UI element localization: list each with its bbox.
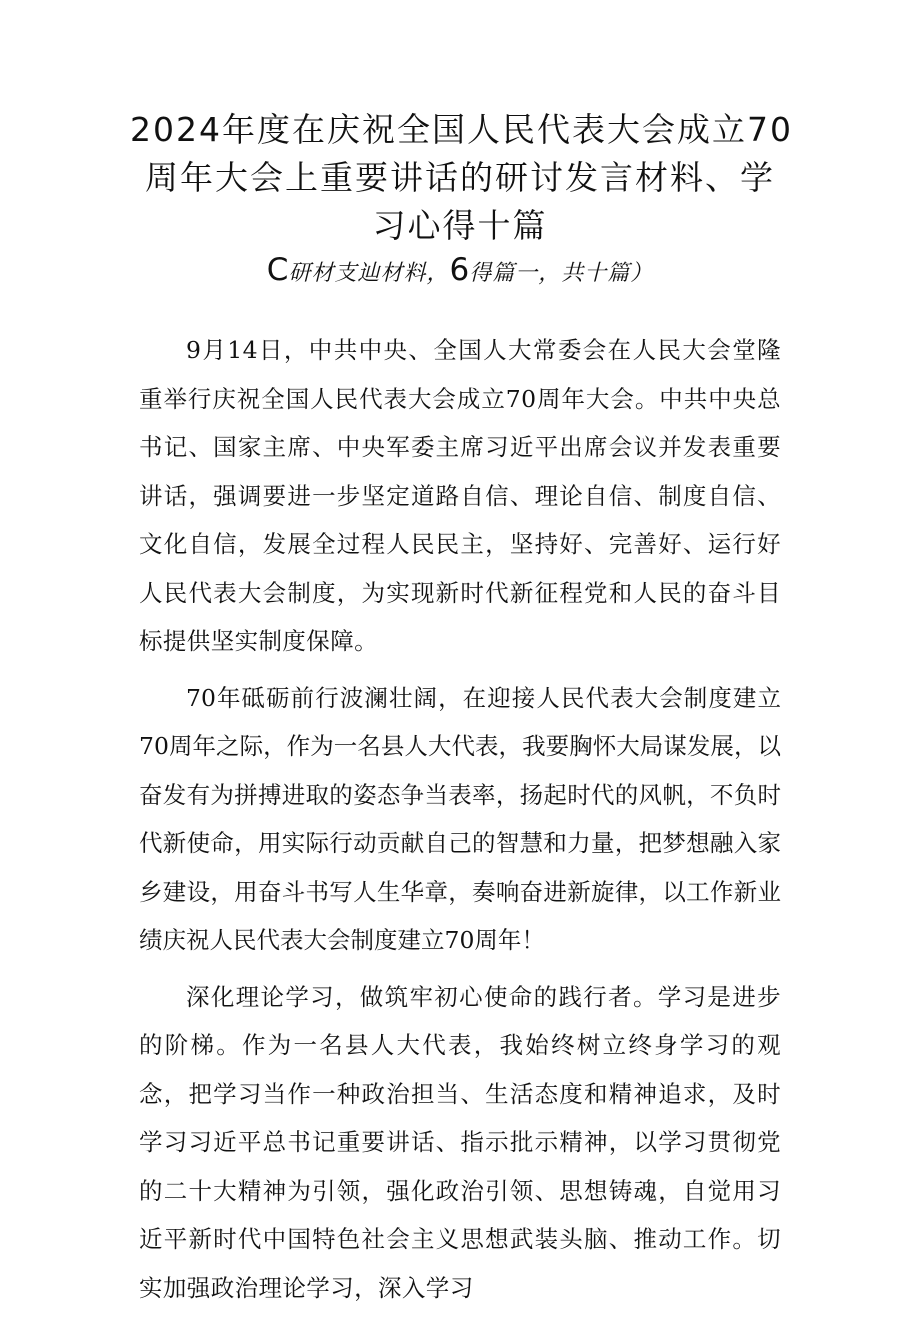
paragraph-1: 9月14日，中共中央、全国人大常委会在人民大会堂隆重举行庆祝全国人民代表大会成立70周年大会。中共中央总书记、国家主席、中央军委主席习近平出席会议并发表重要讲话，强调要进一步坚定道路自信、理论自信、制度自信、文化自信，发展全过程人民民主，坚持好、完善好、运行好人民代表大会制度，为实现新时代新征程党和人民的奋斗目标提供坚实制度保障。: [139, 336, 781, 655]
paragraph-3: 深化理论学习，做筑牢初心使命的践行者。学习是进步的阶梯。作为一名县人大代表，我始终树立终身学习的观念，把学习当作一种政治担当、生活态度和精神追求，及时学习习近平总书记重要讲话、指示批示精神，以学习贯彻党的二十大精神为引领，强化政治引领、思想铸魂，自觉用习近平新时代中国特色社会主义思想武装头脑、推动工作。切实加强政治理论学习，深入学习: [139, 982, 781, 1302]
subtitle-part-2: 得篇一，共十篇）: [469, 261, 654, 286]
subtitle-prefix: C: [266, 252, 289, 288]
document-body: [139, 326, 781, 1320]
document-subtitle: [150, 252, 770, 292]
title-line-3: 习心得十篇: [372, 206, 548, 245]
subtitle-part-1: 研材支辿材料，: [288, 261, 450, 286]
document-title: [130, 106, 793, 250]
title-line-2: 周年大会上重要讲话的研讨发言材料、学: [145, 158, 775, 197]
paragraph-2: 70年砥砺前行波澜壮阔，在迎接人民代表大会制度建立70周年之际，作为一名县人大代表，我要胸怀大局谋发展，以奋发有为拼搏进取的姿态争当表率，扬起时代的风帆，不负时代新使命，用实际行动贡献自己的智慧和力量，把梦想融入家乡建设，用奋斗书写人生华章，奏响奋进新旋律，以工作新业绩庆祝人民代表大会制度建立70周年！: [139, 683, 781, 954]
title-line-1: 2024年度在庆祝全国人民代表大会成立70: [130, 110, 793, 149]
subtitle-number: 6: [449, 252, 470, 288]
